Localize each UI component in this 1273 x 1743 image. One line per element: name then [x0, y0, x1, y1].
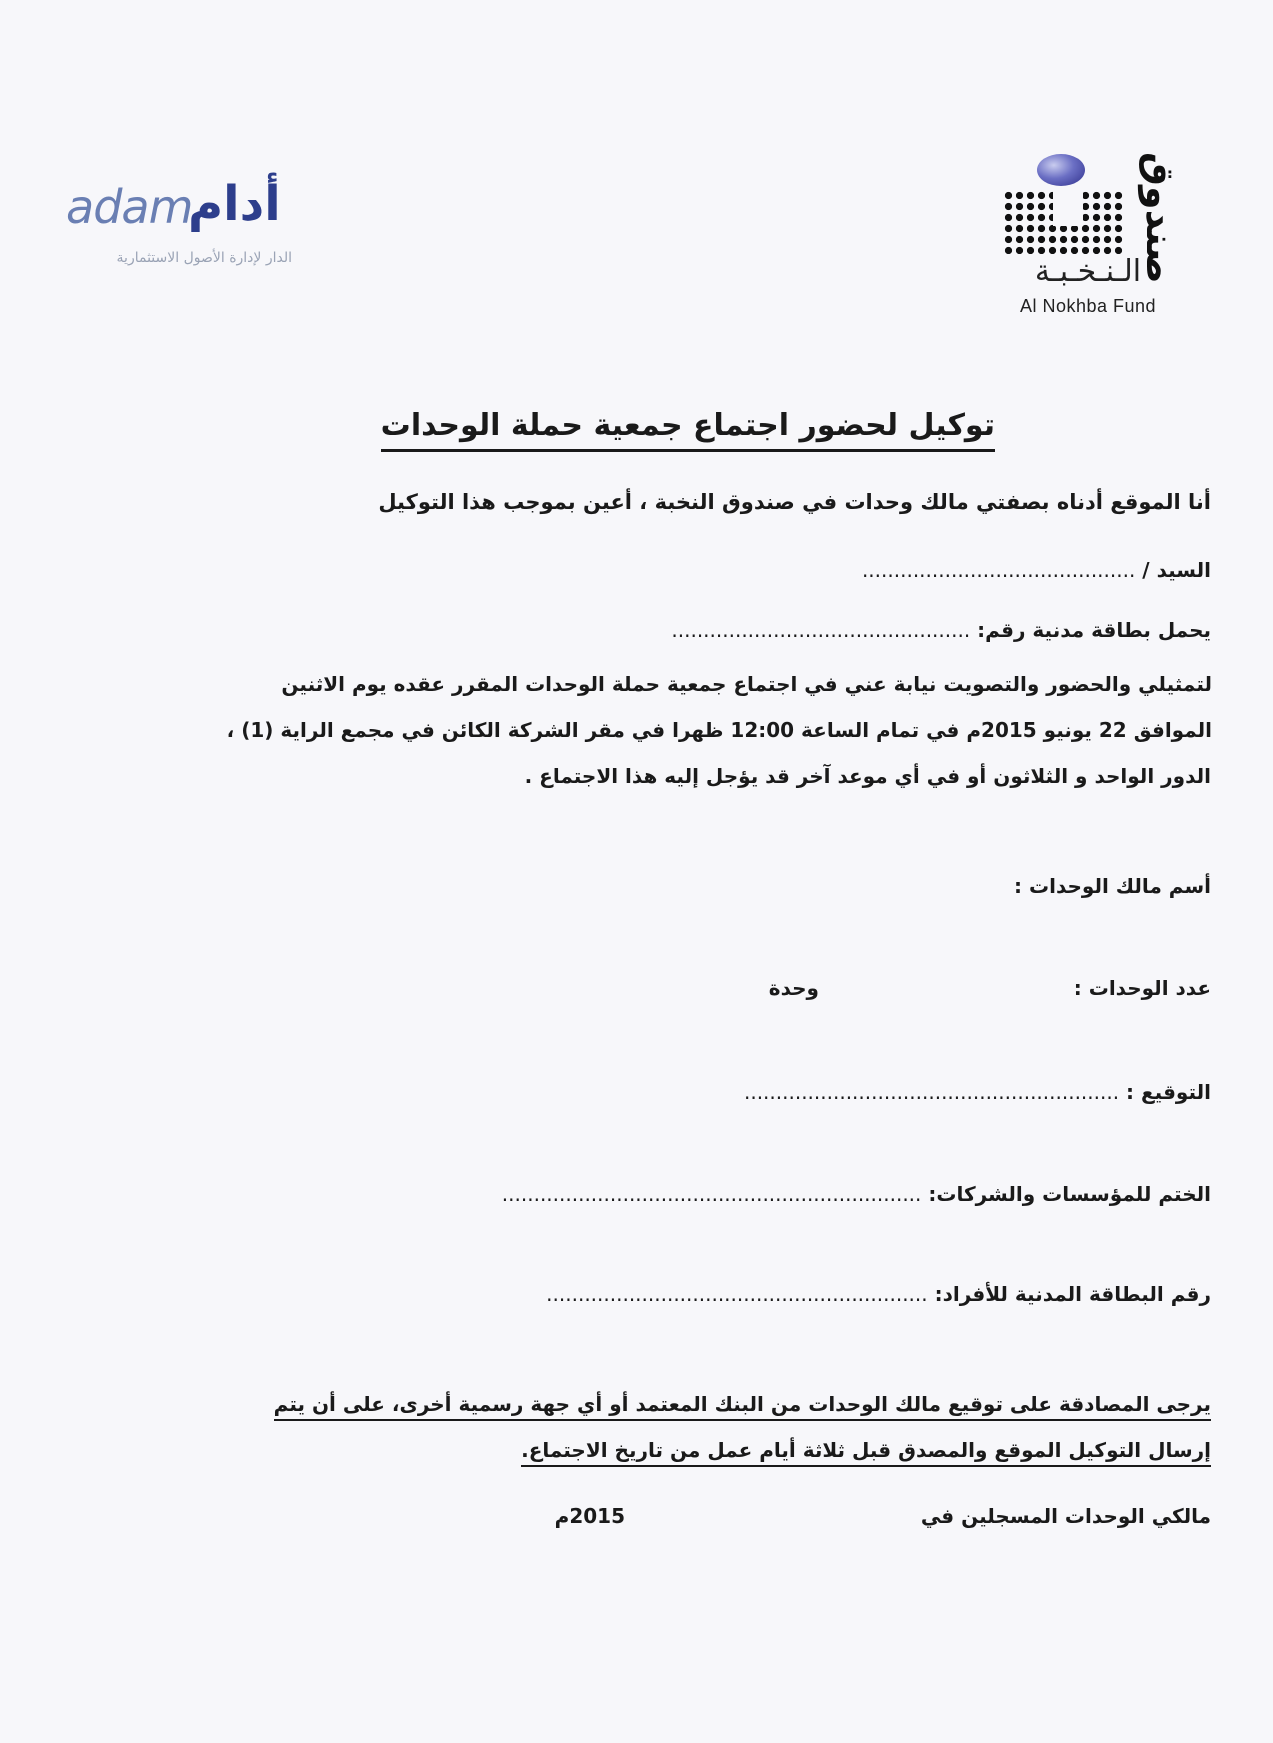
sphere-icon: [1037, 154, 1085, 186]
units-count-label: عدد الوحدات :: [1073, 976, 1211, 1000]
individual-id-blank[interactable]: ............................................................: [546, 1282, 928, 1306]
nokhba-fund-logo: [985, 150, 1200, 325]
adam-logo-tagline: الدار لإدارة الأصول الاستثمارية: [116, 250, 292, 266]
civil-id-blank[interactable]: ...............................................: [671, 618, 971, 642]
individual-id-label: رقم البطاقة المدنية للأفراد:: [934, 1282, 1211, 1306]
note-line-2: إرسال التوكيل الموقع والمصدق قبل ثلاثة أيام عمل من تاريخ الاجتماع.: [521, 1438, 1211, 1467]
sayed-label: السيد /: [1142, 558, 1211, 582]
civil-id-label: يحمل بطاقة مدنية رقم:: [977, 618, 1211, 642]
stamp-blank[interactable]: ..................................................................: [501, 1182, 922, 1206]
units-word: وحدة: [768, 976, 819, 1000]
holders-text: مالكي الوحدات المسجلين في: [920, 1504, 1211, 1528]
document-title: توكيل لحضور اجتماع جمعية حملة الوحدات: [381, 408, 995, 452]
note-line-1: يرجى المصادقة على توقيع مالك الوحدات من البنك المعتمد أو أي جهة رسمية أخرى، على أن يتم: [274, 1392, 1211, 1421]
intro-line: أنا الموقع أدناه بصفتي مالك وحدات في صندوق النخبة ، أعين بموجب هذا التوكيل: [378, 490, 1211, 514]
civil-id-field: [671, 618, 1211, 642]
signature-label: التوقيع :: [1126, 1080, 1211, 1104]
adam-logo-arabic: أدام: [188, 176, 281, 232]
year-text: 2015م: [554, 1504, 625, 1528]
body-line-3: الدور الواحد و الثلاثون أو في أي موعد آخر قد يؤجل إليه هذا الاجتماع .: [524, 764, 1211, 788]
stamp-field: [502, 1182, 1211, 1206]
sayed-blank[interactable]: ...........................................: [861, 558, 1136, 582]
nokhba-logo-latin: Al Nokhba Fund: [1019, 296, 1157, 316]
sayed-field: [862, 558, 1211, 582]
adam-logo-latin: adam: [66, 180, 193, 234]
nokhba-logo-vertical-word: صندوق: [1138, 152, 1182, 284]
stamp-label: الختم للمؤسسات والشركات:: [928, 1182, 1211, 1206]
adam-logo: [66, 178, 306, 288]
signature-field: [744, 1080, 1211, 1104]
individual-id-field: [546, 1282, 1211, 1306]
nokhba-logo-arabic: الـنـخـبـة: [1034, 254, 1142, 289]
body-line-2: الموافق 22 يونيو 2015م في تمام الساعة 12:00 ظهرا في مقر الشركة الكائن في مجمع الراية (1) ،: [226, 718, 1212, 742]
owner-name-label: أسم مالك الوحدات :: [1014, 874, 1211, 898]
signature-blank[interactable]: ...........................................................: [743, 1080, 1120, 1104]
body-line-1: لتمثيلي والحضور والتصويت نيابة عني في اجتماع جمعية حملة الوحدات المقرر عقده يوم الاثنين: [281, 672, 1212, 696]
